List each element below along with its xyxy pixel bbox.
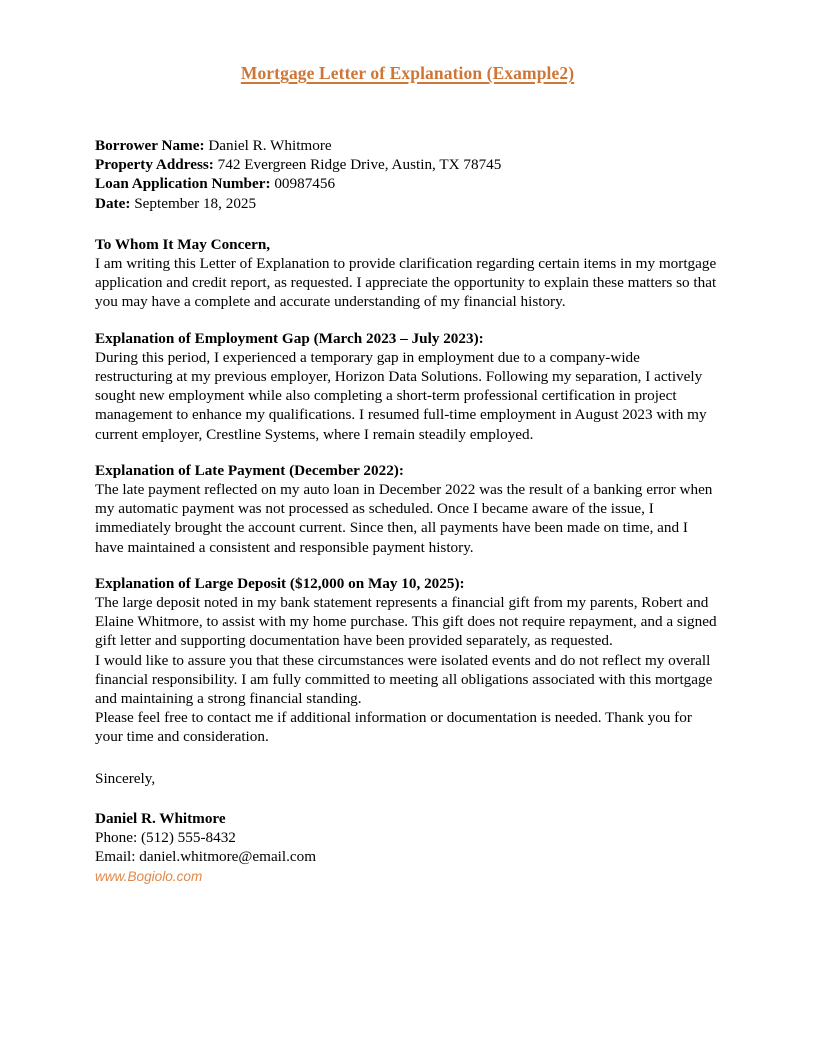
section-employment-gap bbox=[95, 329, 720, 444]
property-address-value: 742 Evergreen Ridge Drive, Austin, TX 78745 bbox=[213, 156, 502, 174]
section-late-payment-body: The late payment reflected on my auto loan in December 2022 was the result of a banking error when my automatic payment was not processed as scheduled. Once I became aware of the issue, I immediately brought the account current. Since then, all payments have been made on time, and I have maintained a consistent and responsible payment history. bbox=[95, 481, 713, 556]
borrower-name-value: Daniel R. Whitmore bbox=[204, 137, 332, 154]
section-employment-gap-body: During this period, I experienced a temporary gap in employment due to a company-wide restructuring at my previous employer, Horizon Data Solutions. Following my separation, I actively sought new employment while also completing a short-term professional certification in project management to enhance my qualifications. I resumed full-time employment in August 2023 with my current employer, Crestline Systems, where I remain steadily employed. bbox=[95, 348, 707, 443]
property-address-label: Property Address: bbox=[95, 156, 214, 174]
meta-row-property-address bbox=[95, 155, 720, 174]
section-large-deposit bbox=[95, 574, 720, 651]
section-late-payment bbox=[95, 461, 720, 557]
closing-paragraph-assurance: I would like to assure you that these circumstances were isolated events and do not reflect my overall financial responsibility. I am fully committed to meeting all obligations associated with this mortgage and maintaining a strong financial standing. bbox=[95, 651, 713, 708]
section-large-deposit-heading: Explanation of Large Deposit ($12,000 on May 10, 2025): bbox=[95, 574, 465, 592]
meta-row-date bbox=[95, 194, 720, 213]
salutation: To Whom It May Concern, bbox=[95, 235, 271, 253]
page-title-text: Mortgage Letter of Explanation (Example2) bbox=[240, 63, 575, 83]
signature-block bbox=[95, 809, 720, 886]
meta-row-loan-application-number bbox=[95, 174, 720, 193]
meta-row-borrower-name bbox=[95, 136, 720, 155]
page-title bbox=[95, 62, 720, 84]
website-link[interactable]: www.Bogiolo.com bbox=[95, 868, 203, 884]
title-spacer bbox=[95, 84, 720, 136]
signature-phone: Phone: (512) 555-8432 bbox=[95, 829, 236, 847]
signature-name: Daniel R. Whitmore bbox=[95, 809, 226, 827]
date-label: Date: bbox=[95, 194, 131, 212]
section-late-payment-heading: Explanation of Late Payment (December 2022): bbox=[95, 461, 404, 479]
signature-email: Email: daniel.whitmore@email.com bbox=[95, 848, 317, 866]
borrower-name-label: Borrower Name: bbox=[95, 137, 205, 154]
letter-content bbox=[95, 62, 720, 886]
closing-paragraph-contact: Please feel free to contact me if additional information or documentation is needed. Thank you for your time and consideration. bbox=[95, 709, 692, 746]
loan-application-number-label: Loan Application Number: bbox=[95, 175, 271, 193]
loan-application-number-value: 00987456 bbox=[270, 175, 336, 193]
section-employment-gap-heading: Explanation of Employment Gap (March 2023 – July 2023): bbox=[95, 329, 484, 347]
intro-paragraph: I am writing this Letter of Explanation to provide clarification regarding certain items in my mortgage application and credit report, as requested. I appreciate the opportunity to explain these matters so that you may have a complete and accurate understanding of my financial history. bbox=[95, 255, 717, 311]
date-value: September 18, 2025 bbox=[130, 194, 257, 212]
signoff: Sincerely, bbox=[95, 769, 156, 787]
section-large-deposit-body: The large deposit noted in my bank statement represents a financial gift from my parents, Robert and Elaine Whitmore, to assist with my home purchase. This gift does not require repayment, and a signed gift letter and supporting documentation have been provided separately, as requested. bbox=[95, 594, 717, 650]
borrower-details-block bbox=[95, 136, 720, 213]
